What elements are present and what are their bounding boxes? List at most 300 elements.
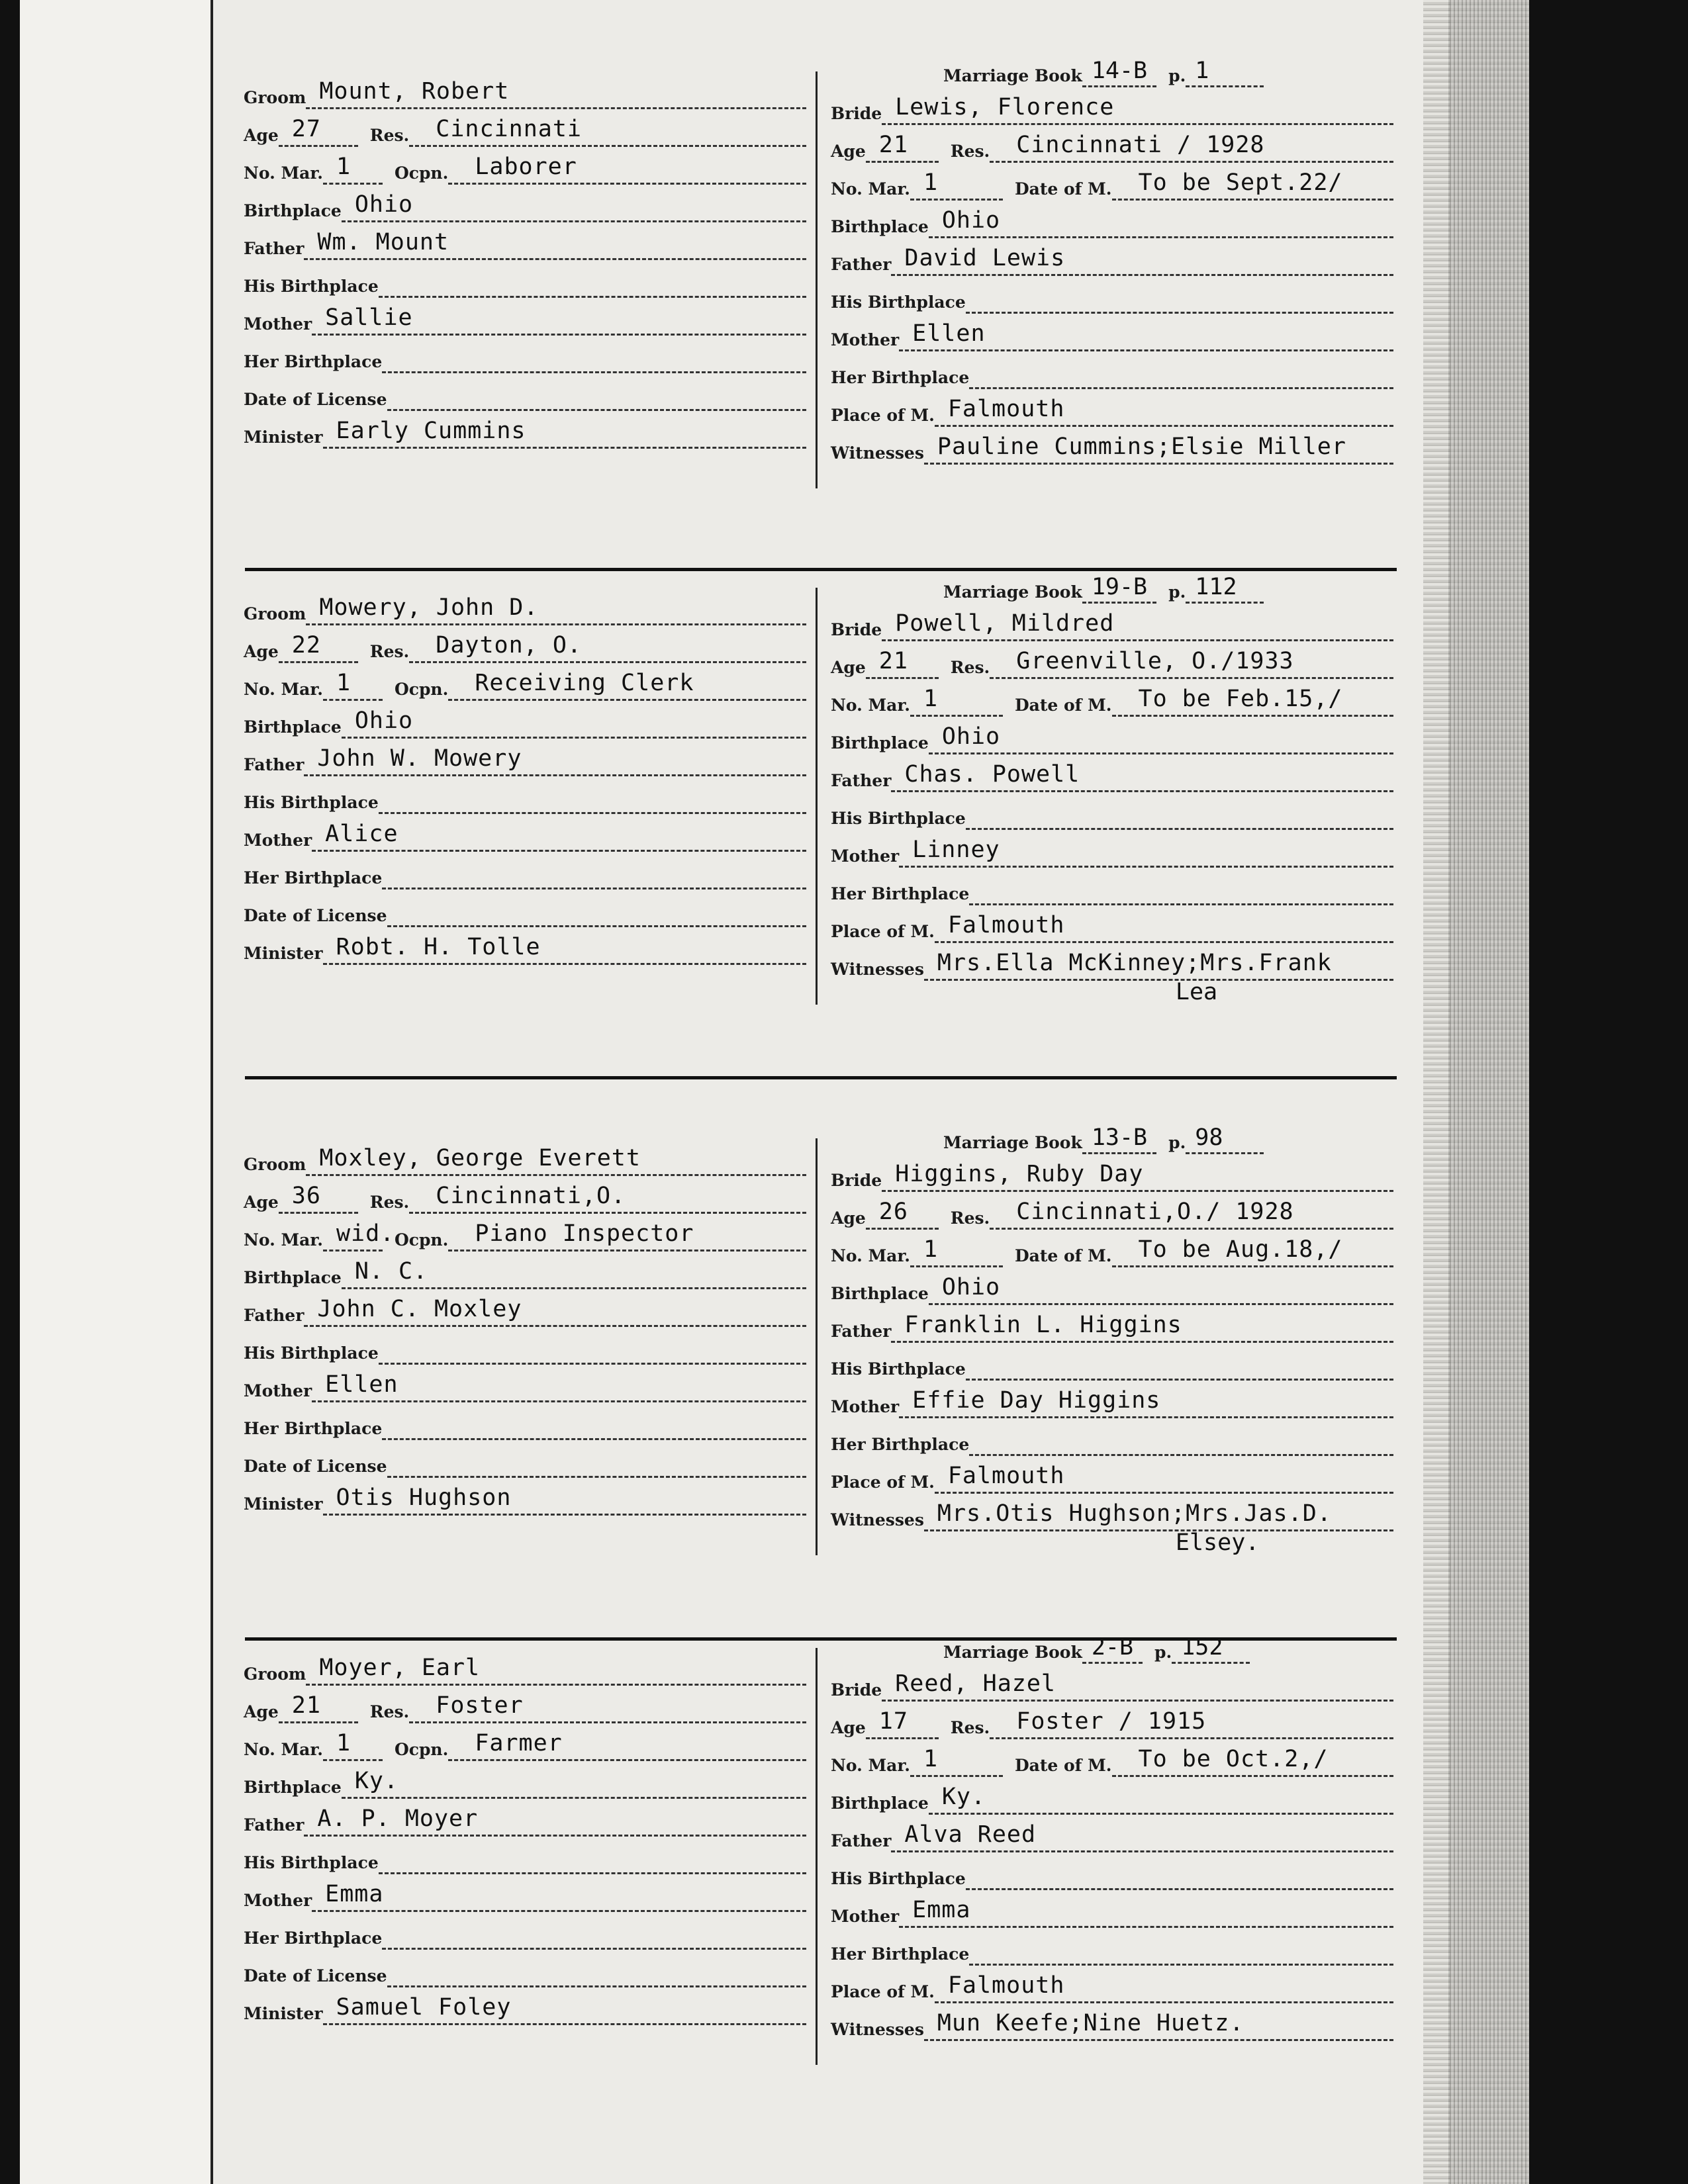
- left-margin: [0, 0, 211, 2184]
- bride-his-birthplace-row: [831, 801, 1393, 830]
- scan-edge: [0, 0, 20, 2184]
- bride-no-mar-bride-date-of-m-row: [831, 1748, 1393, 1777]
- bride-witnesses-value: Mrs.Otis Hughson;Mrs.Jas.D.: [937, 1500, 1332, 1527]
- groom-her-birthplace-row: [244, 1921, 806, 1950]
- groom-res-line: [409, 116, 806, 147]
- groom-her-birthplace-label: Her Birthplace: [244, 868, 383, 887]
- bride-birthplace-label: Birthplace: [831, 217, 929, 236]
- groom-birthplace-row: [244, 709, 806, 739]
- groom-no-mar-label: No. Mar.: [244, 1230, 323, 1250]
- groom-age-value: 36: [291, 1183, 321, 1209]
- bride-place-of-m-row: [831, 914, 1393, 943]
- marriage-book-row: [943, 1125, 1264, 1154]
- bride-birthplace-label: Birthplace: [831, 1794, 929, 1813]
- groom-name-row: [244, 596, 806, 625]
- groom-mother-row: [244, 306, 806, 336]
- bride-age-label: Age: [831, 1718, 866, 1737]
- bride-name-label: Bride: [831, 1680, 882, 1700]
- bride-name-value: Higgins, Ruby Day: [895, 1161, 1144, 1187]
- groom-father-row: [244, 747, 806, 776]
- groom-name-row: [244, 80, 806, 109]
- groom-father-label: Father: [244, 1815, 305, 1835]
- groom-name-label: Groom: [244, 1664, 306, 1684]
- groom-age-line: [279, 632, 358, 663]
- groom-date-of-license-label: Date of License: [244, 390, 387, 409]
- groom-no-mar-value: wid.: [336, 1220, 395, 1247]
- marriage-book-value: 14-B: [1082, 58, 1156, 87]
- bride-witnesses-label: Witnesses: [831, 2020, 924, 2039]
- bride-name-row: [831, 612, 1393, 641]
- bride-his-birthplace-line: [966, 1859, 1393, 1890]
- groom-birthplace-value: Ohio: [354, 191, 414, 218]
- bride-mother-label: Mother: [831, 1907, 900, 1926]
- bride-no-mar-label: No. Mar.: [831, 696, 910, 715]
- groom-no-mar-line: [323, 1730, 383, 1761]
- groom-name-line: [306, 1145, 806, 1176]
- groom-no-mar-value: 1: [336, 1730, 352, 1756]
- bride-age-line: [866, 648, 939, 679]
- page-label: p.: [1168, 1133, 1186, 1152]
- groom-res-line: [409, 632, 806, 663]
- bride-no-mar-value: 1: [923, 169, 939, 196]
- groom-mother-value: Emma: [325, 1881, 384, 1907]
- bride-age-line: [866, 1199, 939, 1230]
- groom-date-of-license-line: [387, 380, 806, 411]
- groom-age-value: 27: [291, 116, 321, 142]
- groom-minister-value: Samuel Foley: [336, 1994, 512, 2021]
- bride-witnesses-line: [924, 1500, 1393, 1556]
- bride-witnesses-line: [924, 2010, 1393, 2041]
- bride-mother-label: Mother: [831, 1397, 900, 1416]
- bride-witnesses-row: [831, 950, 1393, 1005]
- page-label: p.: [1168, 582, 1186, 602]
- groom-father-label: Father: [244, 1306, 305, 1325]
- groom-birthplace-row: [244, 1260, 806, 1289]
- bride-mother-line: [899, 1897, 1393, 1928]
- groom-age-groom-res-row: [244, 118, 806, 147]
- groom-birthplace-label: Birthplace: [244, 1268, 342, 1287]
- marriage-book-label: Marriage Book: [943, 582, 1082, 602]
- groom-father-row: [244, 231, 806, 260]
- bride-age-line: [866, 1708, 939, 1739]
- groom-his-birthplace-line: [379, 783, 806, 814]
- bride-birthplace-row: [831, 1276, 1393, 1305]
- groom-res-label: Res.: [369, 126, 410, 145]
- column-divider: [816, 588, 818, 1005]
- groom-age-label: Age: [244, 642, 279, 661]
- groom-her-birthplace-label: Her Birthplace: [244, 352, 383, 371]
- bride-age-value: 26: [878, 1199, 908, 1225]
- bride-name-value: Powell, Mildred: [895, 610, 1115, 637]
- groom-minister-value: Otis Hughson: [336, 1484, 512, 1511]
- groom-father-row: [244, 1298, 806, 1327]
- bride-name-label: Bride: [831, 104, 882, 123]
- bride-witnesses-row: [831, 2012, 1393, 2041]
- bride-age-line: [866, 132, 939, 163]
- groom-res-value: Foster: [436, 1692, 524, 1719]
- bride-name-row: [831, 1672, 1393, 1702]
- groom-date-of-license-line: [387, 896, 806, 927]
- bride-birthplace-label: Birthplace: [831, 733, 929, 752]
- groom-minister-row: [244, 1486, 806, 1516]
- groom-mother-line: [312, 821, 806, 852]
- groom-age-groom-res-row: [244, 1185, 806, 1214]
- groom-mother-row: [244, 823, 806, 852]
- bride-father-line: [891, 1821, 1393, 1852]
- bride-birthplace-value: Ohio: [941, 723, 1001, 750]
- bride-res-line: [990, 648, 1393, 679]
- groom-mother-label: Mother: [244, 831, 312, 850]
- bride-his-birthplace-label: His Birthplace: [831, 809, 966, 828]
- groom-mother-value: Sallie: [325, 304, 413, 331]
- page-value: 152: [1172, 1634, 1250, 1664]
- groom-minister-label: Minister: [244, 428, 323, 447]
- groom-age-label: Age: [244, 1702, 279, 1721]
- bride-birthplace-row: [831, 209, 1393, 238]
- bride-mother-row: [831, 322, 1393, 351]
- bride-mother-value: Emma: [912, 1897, 971, 1923]
- groom-father-value: Wm. Mount: [317, 229, 449, 255]
- groom-res-line: [409, 1692, 806, 1723]
- groom-mother-line: [312, 1371, 806, 1402]
- groom-minister-line: [323, 1994, 806, 2025]
- bride-father-label: Father: [831, 1831, 892, 1850]
- bride-his-birthplace-line: [966, 1349, 1393, 1381]
- groom-father-value: John W. Mowery: [317, 745, 522, 772]
- bride-name-label: Bride: [831, 620, 882, 639]
- record-separator: [245, 1076, 1397, 1079]
- bride-witnesses-value: Mrs.Ella McKinney;Mrs.Frank: [937, 950, 1332, 976]
- groom-date-of-license-label: Date of License: [244, 1966, 387, 1985]
- bride-father-value: Chas. Powell: [904, 761, 1080, 788]
- groom-no-mar-label: No. Mar.: [244, 1740, 323, 1759]
- bride-no-mar-label: No. Mar.: [831, 1756, 910, 1775]
- bride-birthplace-row: [831, 1786, 1393, 1815]
- bride-date-of-m-value: To be Oct.2,/: [1138, 1746, 1329, 1772]
- record-separator: [245, 568, 1397, 571]
- groom-date-of-license-row: [244, 1449, 806, 1478]
- bride-witnesses-value: Mun Keefe;Nine Huetz.: [937, 2010, 1244, 2036]
- bride-date-of-m-line: [1112, 1236, 1394, 1267]
- bride-mother-value: Effie Day Higgins: [912, 1387, 1161, 1414]
- bride-witnesses-label: Witnesses: [831, 1510, 924, 1529]
- groom-mother-label: Mother: [244, 314, 312, 334]
- groom-age-line: [279, 1183, 358, 1214]
- groom-mother-value: Alice: [325, 821, 399, 847]
- groom-ocpn-line: [448, 1730, 806, 1761]
- bride-father-row: [831, 1314, 1393, 1343]
- groom-name-value: Moxley, George Everett: [319, 1145, 641, 1171]
- bride-place-of-m-line: [935, 1463, 1393, 1494]
- groom-res-line: [409, 1183, 806, 1214]
- bride-father-line: [891, 245, 1393, 276]
- bride-no-mar-value: 1: [923, 1746, 939, 1772]
- bride-her-birthplace-label: Her Birthplace: [831, 1435, 970, 1454]
- bride-place-of-m-label: Place of M.: [831, 406, 935, 425]
- groom-date-of-license-row: [244, 382, 806, 411]
- bride-name-line: [882, 610, 1393, 641]
- groom-birthplace-label: Birthplace: [244, 201, 342, 220]
- groom-father-value: A. P. Moyer: [317, 1805, 479, 1832]
- groom-ocpn-value: Piano Inspector: [475, 1220, 694, 1247]
- bride-birthplace-label: Birthplace: [831, 1284, 929, 1303]
- bride-date-of-m-value: To be Feb.15,/: [1138, 686, 1343, 712]
- scan-noise-strip: [1450, 0, 1529, 2184]
- marriage-book-label: Marriage Book: [943, 1643, 1082, 1662]
- groom-no-mar-groom-ocpn-row: [244, 672, 806, 701]
- bride-date-of-m-line: [1112, 1746, 1394, 1777]
- groom-minister-label: Minister: [244, 1494, 323, 1514]
- page-value: 112: [1186, 574, 1264, 604]
- groom-his-birthplace-label: His Birthplace: [244, 1853, 379, 1872]
- bride-father-row: [831, 1823, 1393, 1852]
- bride-age-value: 17: [878, 1708, 908, 1735]
- bride-her-birthplace-label: Her Birthplace: [831, 368, 970, 387]
- groom-his-birthplace-row: [244, 269, 806, 298]
- groom-minister-label: Minister: [244, 2004, 323, 2023]
- bride-age-label: Age: [831, 142, 866, 161]
- groom-no-mar-line: [323, 670, 383, 701]
- bride-no-mar-bride-date-of-m-row: [831, 171, 1393, 201]
- groom-ocpn-line: [448, 154, 806, 185]
- bride-father-value: David Lewis: [904, 245, 1066, 271]
- bride-res-value: Greenville, O./1933: [1016, 648, 1294, 674]
- marriage-book-value: 2-B: [1082, 1634, 1143, 1664]
- groom-his-birthplace-line: [379, 1334, 806, 1365]
- bride-name-row: [831, 1163, 1393, 1192]
- page-label: p.: [1168, 66, 1186, 85]
- groom-her-birthplace-label: Her Birthplace: [244, 1929, 383, 1948]
- bride-no-mar-label: No. Mar.: [831, 1246, 910, 1265]
- groom-date-of-license-line: [387, 1447, 806, 1478]
- groom-ocpn-line: [448, 670, 806, 701]
- left-border: [211, 0, 213, 2184]
- bride-his-birthplace-row: [831, 285, 1393, 314]
- bride-name-value: Reed, Hazel: [895, 1670, 1056, 1697]
- bride-res-value: Cincinnati / 1928: [1016, 132, 1265, 158]
- page-value: 1: [1186, 58, 1264, 87]
- groom-res-label: Res.: [369, 1702, 410, 1721]
- groom-date-of-license-row: [244, 1958, 806, 1987]
- groom-birthplace-label: Birthplace: [244, 717, 342, 737]
- bride-age-label: Age: [831, 1208, 866, 1228]
- bride-mother-value: Linney: [912, 837, 1000, 863]
- groom-res-label: Res.: [369, 642, 410, 661]
- bride-name-line: [882, 1161, 1393, 1192]
- groom-his-birthplace-line: [379, 1843, 806, 1874]
- marriage-book-row: [943, 58, 1264, 87]
- bride-her-birthplace-line: [969, 1934, 1393, 1966]
- bride-no-mar-label: No. Mar.: [831, 179, 910, 199]
- groom-name-value: Moyer, Earl: [319, 1655, 481, 1681]
- bride-date-of-m-line: [1112, 169, 1394, 201]
- page-label: p.: [1154, 1643, 1172, 1662]
- bride-place-of-m-row: [831, 1465, 1393, 1494]
- bride-witnesses-continued: Elsey.: [1175, 1529, 1260, 1556]
- bride-his-birthplace-label: His Birthplace: [831, 1359, 966, 1379]
- groom-father-label: Father: [244, 239, 305, 258]
- bride-name-row: [831, 96, 1393, 125]
- bride-his-birthplace-label: His Birthplace: [831, 1869, 966, 1888]
- groom-no-mar-groom-ocpn-row: [244, 1732, 806, 1761]
- groom-birthplace-line: [342, 191, 806, 222]
- bride-her-birthplace-row: [831, 1427, 1393, 1456]
- groom-age-groom-res-row: [244, 634, 806, 663]
- groom-her-birthplace-row: [244, 344, 806, 373]
- bride-place-of-m-value: Falmouth: [947, 912, 1065, 938]
- groom-minister-value: Robt. H. Tolle: [336, 934, 541, 960]
- bride-place-of-m-row: [831, 1974, 1393, 2003]
- groom-father-label: Father: [244, 755, 305, 774]
- groom-no-mar-label: No. Mar.: [244, 163, 323, 183]
- bride-place-of-m-line: [935, 912, 1393, 943]
- bride-his-birthplace-line: [966, 799, 1393, 830]
- groom-minister-row: [244, 936, 806, 965]
- bride-mother-value: Ellen: [912, 320, 986, 347]
- bride-her-birthplace-label: Her Birthplace: [831, 1944, 970, 1964]
- bride-place-of-m-value: Falmouth: [947, 1463, 1065, 1489]
- bride-her-birthplace-row: [831, 876, 1393, 905]
- marriage-book-row: [943, 1635, 1250, 1664]
- bride-age-label: Age: [831, 658, 866, 677]
- groom-res-value: Cincinnati: [436, 116, 582, 142]
- groom-mother-row: [244, 1883, 806, 1912]
- bride-father-row: [831, 763, 1393, 792]
- bride-place-of-m-label: Place of M.: [831, 1982, 935, 2001]
- groom-birthplace-line: [342, 707, 806, 739]
- groom-age-label: Age: [244, 1193, 279, 1212]
- bride-witnesses-row: [831, 435, 1393, 465]
- groom-name-row: [244, 1147, 806, 1176]
- bride-date-of-m-value: To be Sept.22/: [1138, 169, 1343, 196]
- bride-name-line: [882, 94, 1393, 125]
- bride-her-birthplace-line: [969, 358, 1393, 389]
- bride-res-label: Res.: [950, 658, 990, 677]
- groom-birthplace-value: N. C.: [354, 1258, 428, 1285]
- groom-her-birthplace-line: [382, 1409, 806, 1440]
- groom-father-line: [304, 229, 806, 260]
- groom-ocpn-label: Ocpn.: [394, 680, 449, 699]
- bride-father-value: Alva Reed: [904, 1821, 1037, 1848]
- bride-mother-line: [899, 320, 1393, 351]
- groom-his-birthplace-row: [244, 1845, 806, 1874]
- groom-no-mar-line: [323, 1220, 395, 1251]
- bride-no-mar-value: 1: [923, 1236, 939, 1263]
- bride-birthplace-line: [929, 723, 1393, 754]
- bride-birthplace-value: Ky.: [941, 1784, 986, 1810]
- bride-mother-line: [899, 837, 1393, 868]
- bride-birthplace-value: Ohio: [941, 207, 1001, 234]
- groom-father-line: [304, 1296, 806, 1327]
- groom-date-of-license-label: Date of License: [244, 906, 387, 925]
- bride-age-value: 21: [878, 648, 908, 674]
- groom-name-label: Groom: [244, 1155, 306, 1174]
- groom-father-line: [304, 745, 806, 776]
- bride-place-of-m-row: [831, 398, 1393, 427]
- groom-mother-value: Ellen: [325, 1371, 399, 1398]
- groom-name-value: Mowery, John D.: [319, 594, 539, 621]
- groom-res-value: Cincinnati,O.: [436, 1183, 626, 1209]
- bride-name-value: Lewis, Florence: [895, 94, 1115, 120]
- bride-date-of-m-label: Date of M.: [1014, 179, 1112, 199]
- groom-ocpn-value: Farmer: [475, 1730, 563, 1756]
- bride-no-mar-value: 1: [923, 686, 939, 712]
- column-divider: [816, 71, 818, 488]
- marriage-book-value: 13-B: [1082, 1124, 1156, 1154]
- groom-father-line: [304, 1805, 806, 1837]
- groom-his-birthplace-row: [244, 785, 806, 814]
- groom-mother-label: Mother: [244, 1381, 312, 1400]
- bride-father-value: Franklin L. Higgins: [904, 1312, 1182, 1338]
- bride-his-birthplace-label: His Birthplace: [831, 293, 966, 312]
- groom-his-birthplace-line: [379, 267, 806, 298]
- groom-birthplace-row: [244, 193, 806, 222]
- groom-age-line: [279, 1692, 358, 1723]
- groom-ocpn-value: Laborer: [475, 154, 577, 180]
- groom-birthplace-value: Ohio: [354, 707, 414, 734]
- bride-date-of-m-line: [1112, 686, 1394, 717]
- bride-res-line: [990, 132, 1393, 163]
- bride-date-of-m-label: Date of M.: [1014, 1246, 1112, 1265]
- groom-age-value: 22: [291, 632, 321, 659]
- groom-age-label: Age: [244, 126, 279, 145]
- bride-witnesses-label: Witnesses: [831, 960, 924, 979]
- bride-witnesses-continued: Lea: [1175, 979, 1218, 1005]
- bride-her-birthplace-row: [831, 360, 1393, 389]
- bride-father-row: [831, 247, 1393, 276]
- groom-minister-value: Early Cummins: [336, 418, 526, 444]
- bride-place-of-m-value: Falmouth: [947, 396, 1065, 422]
- groom-no-mar-value: 1: [336, 154, 352, 180]
- groom-no-mar-value: 1: [336, 670, 352, 696]
- bride-place-of-m-line: [935, 1972, 1393, 2003]
- bride-father-label: Father: [831, 255, 892, 274]
- bride-place-of-m-value: Falmouth: [947, 1972, 1065, 1999]
- bride-witnesses-value: Pauline Cummins;Elsie Miller: [937, 433, 1346, 460]
- groom-no-mar-line: [323, 154, 383, 185]
- bride-birthplace-line: [929, 207, 1393, 238]
- bride-birthplace-line: [929, 1274, 1393, 1305]
- bride-mother-label: Mother: [831, 846, 900, 866]
- bride-res-value: Cincinnati,O./ 1928: [1016, 1199, 1294, 1225]
- groom-her-birthplace-line: [382, 342, 806, 373]
- groom-her-birthplace-line: [382, 1919, 806, 1950]
- bride-father-label: Father: [831, 1322, 892, 1341]
- groom-minister-label: Minister: [244, 944, 323, 963]
- page-value: 98: [1186, 1124, 1264, 1154]
- groom-birthplace-line: [342, 1768, 806, 1799]
- groom-her-birthplace-row: [244, 860, 806, 889]
- bride-witnesses-line: [924, 433, 1393, 465]
- groom-father-row: [244, 1807, 806, 1837]
- bride-mother-line: [899, 1387, 1393, 1418]
- groom-age-value: 21: [291, 1692, 321, 1719]
- groom-date-of-license-label: Date of License: [244, 1457, 387, 1476]
- bride-her-birthplace-line: [969, 1425, 1393, 1456]
- groom-ocpn-label: Ocpn.: [394, 1740, 449, 1759]
- groom-ocpn-label: Ocpn.: [394, 1230, 449, 1250]
- bride-witnesses-row: [831, 1500, 1393, 1556]
- bride-mother-row: [831, 1389, 1393, 1418]
- groom-ocpn-label: Ocpn.: [394, 163, 449, 183]
- bride-place-of-m-label: Place of M.: [831, 922, 935, 941]
- groom-his-birthplace-label: His Birthplace: [244, 1343, 379, 1363]
- bride-father-label: Father: [831, 771, 892, 790]
- groom-birthplace-line: [342, 1258, 806, 1289]
- bride-his-birthplace-line: [966, 283, 1393, 314]
- column-divider: [816, 1648, 818, 2065]
- groom-no-mar-groom-ocpn-row: [244, 1222, 806, 1251]
